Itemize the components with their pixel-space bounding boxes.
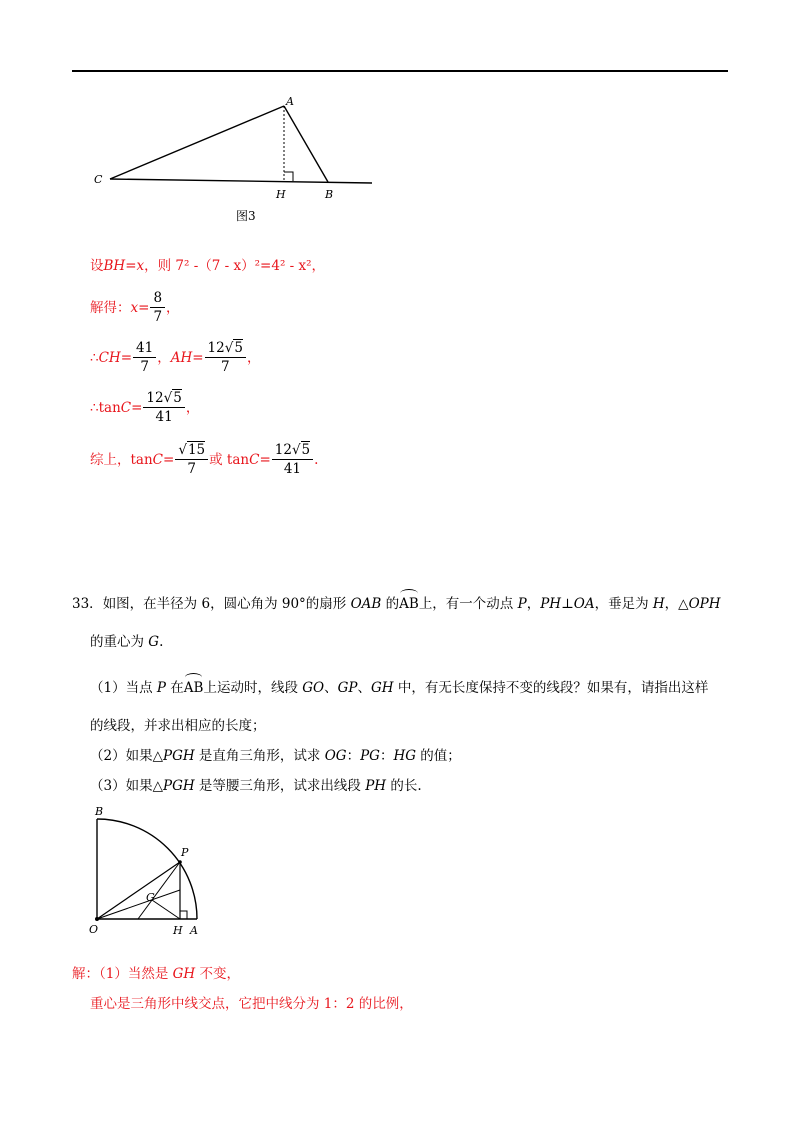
arc-ab-label-q1: AB [183, 680, 204, 696]
header-rule [72, 70, 728, 72]
label-g33: G [146, 891, 155, 904]
solution-line-4: ∴tan C = $\frac{12√5}{41}$ ， [90, 390, 200, 425]
fraction-root15-7: $\frac{√15}{7}$ [175, 442, 208, 477]
label-b: B [325, 188, 334, 201]
label-o33: O [89, 923, 99, 936]
label-p33: P [181, 846, 189, 859]
segment-gh [152, 900, 180, 919]
point-p [178, 860, 182, 864]
problem-33-line-1: 33．如图，在半径为 6，圆心角为 90°的扇形 OAB 的AB上，有一个动点 P，PH⊥OA，垂足为 H，△OPH [72, 596, 721, 612]
label-a: A [286, 95, 294, 108]
label-h: H [276, 188, 286, 201]
solution-33-line-1: 解：（1）当然是 GH 不变， [72, 966, 240, 982]
label-c: C [94, 173, 103, 186]
label-a33: A [190, 924, 198, 937]
fraction-12root5-7: $\frac{12√5}{7}$ [205, 340, 246, 375]
figure-33 [86, 800, 216, 940]
point-o [95, 917, 99, 921]
right-angle-mark [284, 172, 293, 181]
question-3: （3）如果△PGH 是等腰三角形，试求出线段 PH 的长. [90, 778, 422, 794]
solution-line-1: 设BH=x，则 7² -（7 - x）²=4² - x²， [90, 258, 326, 274]
right-angle-mark-h [180, 911, 187, 919]
side-ca [110, 106, 284, 179]
arc-ab-label: AB [399, 596, 419, 612]
fraction-41-7: $\frac{41}{7}$ [133, 340, 156, 375]
solution-line-3: ∴ CH = $\frac{41}{7}$ ， AH = $\frac{12√5}{7}$ ， [90, 340, 261, 375]
question-1-line-1: （1）当点 P 在AB上运动时，线段 GO、GP、GH 中，有无长度保持不变的线段？如果有，请指出这样 [90, 680, 709, 696]
side-ab [284, 106, 328, 182]
arc-ab [97, 819, 197, 919]
label-h33: H [173, 924, 183, 937]
solution-line-2: 解得： x = $\frac{8}{7}$ ， [90, 290, 180, 325]
solution-line-5: 综上，tan C = $\frac{√15}{7}$ 或 tan C = $\frac{12√5}{41}$ . [90, 442, 319, 477]
solution-33-line-2: 重心是三角形中线交点，它把中线分为 1：2 的比例， [90, 996, 413, 1012]
median-o [97, 890, 180, 919]
fraction-12root5-41-b: $\frac{12√5}{41}$ [272, 442, 313, 477]
fraction-12root5-41: $\frac{12√5}{41}$ [143, 390, 184, 425]
problem-33-line-2: 的重心为 G. [90, 634, 164, 650]
label-b33: B [95, 805, 104, 818]
figure-3 [88, 92, 388, 232]
fraction-8-7: $\frac{8}{7}$ [150, 290, 165, 325]
median-p [138, 862, 180, 919]
figure-caption: 图3 [236, 209, 256, 223]
base-line [110, 179, 372, 183]
question-1-line-2: 的线段，并求出相应的长度； [90, 718, 266, 734]
question-2: （2）如果△PGH 是直角三角形，试求 OG：PG：HG 的值； [90, 748, 461, 764]
